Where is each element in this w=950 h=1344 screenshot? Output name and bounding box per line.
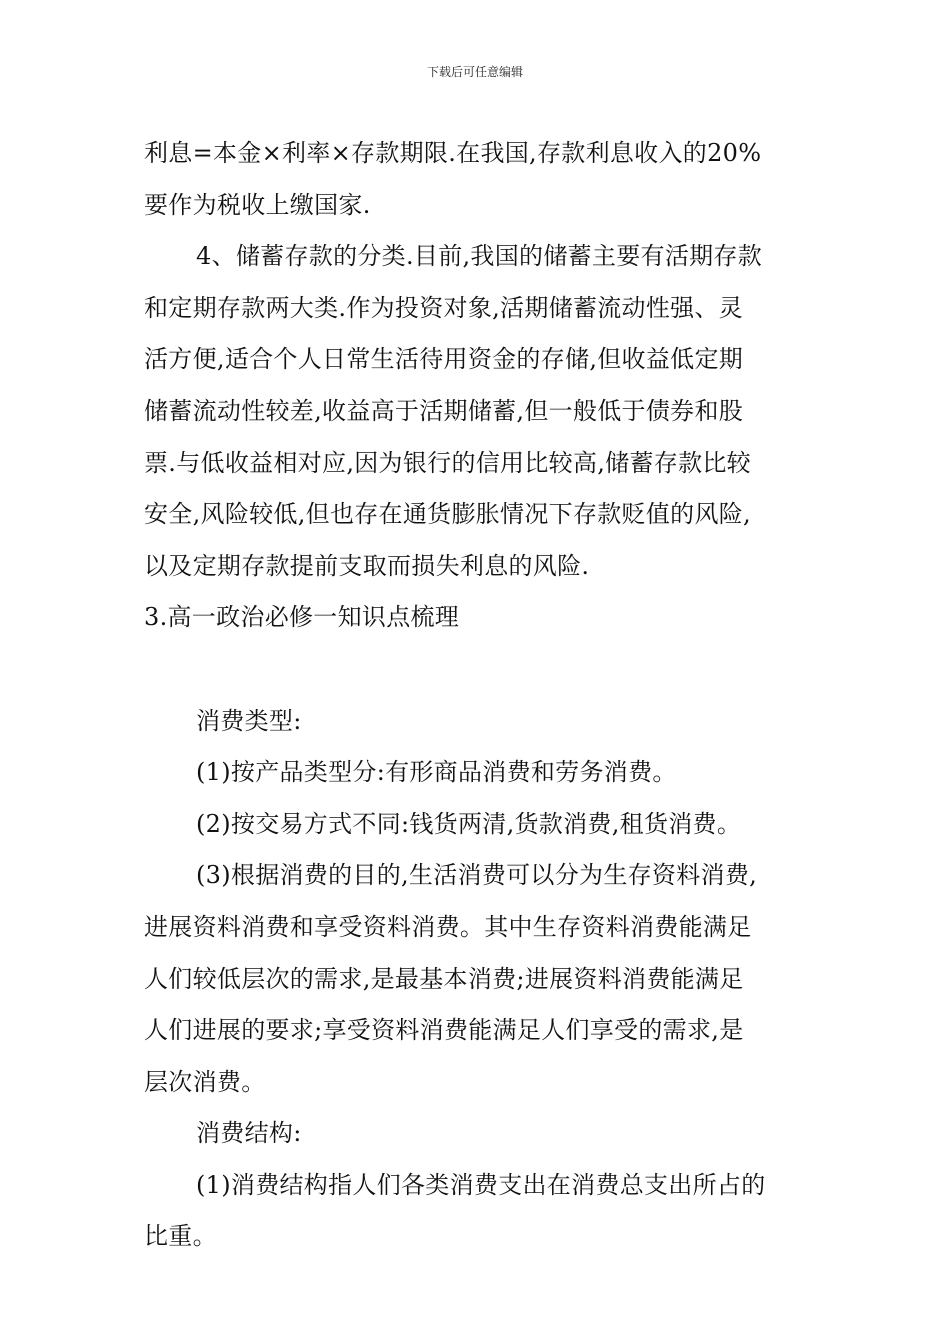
- subheading-consumption-types: 消费类型:: [196, 706, 302, 735]
- paragraph-line: (1)消费结构指人们各类消费支出在消费总支出所占的: [196, 1170, 766, 1199]
- document-body: [144, 128, 812, 1263]
- paragraph-line: 比重。: [144, 1222, 217, 1251]
- paragraph-line: 利息=本金×利率×存款期限.在我国,存款利息收入的20%: [144, 139, 762, 167]
- paragraph-line: 活方便,适合个人日常生活待用资金的存储,但收益低定期: [144, 345, 744, 374]
- paragraph-line: 4、储蓄存款的分类.目前,我国的储蓄主要有活期存款: [196, 242, 763, 271]
- paragraph-line: 层次消费。: [144, 1067, 266, 1096]
- subheading-consumption-structure: 消费结构:: [196, 1119, 302, 1148]
- paragraph-line: 以及定期存款提前支取而损失利息的风险.: [144, 551, 590, 580]
- paragraph-line: (1)按产品类型分:有形商品消费和劳务消费。: [196, 758, 677, 787]
- paragraph-line: 票.与低收益相对应,因为银行的信用比较高,储蓄存款比较: [144, 448, 751, 477]
- blank-line: [144, 644, 812, 696]
- section-heading: 3.高一政治必修一知识点梳理: [144, 603, 460, 632]
- paragraph-line: 人们较低层次的需求,是最基本消费;进展资料消费能满足: [144, 964, 744, 993]
- paragraph-line: 要作为税收上缴国家.: [144, 190, 371, 219]
- paragraph-line: 储蓄流动性较差,收益高于活期储蓄,但一般低于债券和股: [144, 396, 744, 425]
- paragraph-line: 安全,风险较低,但也存在通货膨胀情况下存款贬值的风险,: [144, 500, 751, 529]
- paragraph-line: 和定期存款两大类.作为投资对象,活期储蓄流动性强、灵: [144, 293, 744, 322]
- paragraph-line: 进展资料消费和享受资料消费。其中生存资料消费能满足: [144, 912, 752, 941]
- paragraph-line: (2)按交易方式不同:钱货两清,货款消费,租货消费。: [196, 809, 742, 838]
- paragraph-line: (3)根据消费的目的,生活消费可以分为生存资料消费,: [196, 861, 758, 890]
- page-header: 下载后可任意编辑: [426, 65, 523, 79]
- paragraph-line: 人们进展的要求;享受资料消费能满足人们享受的需求,是: [144, 1016, 744, 1045]
